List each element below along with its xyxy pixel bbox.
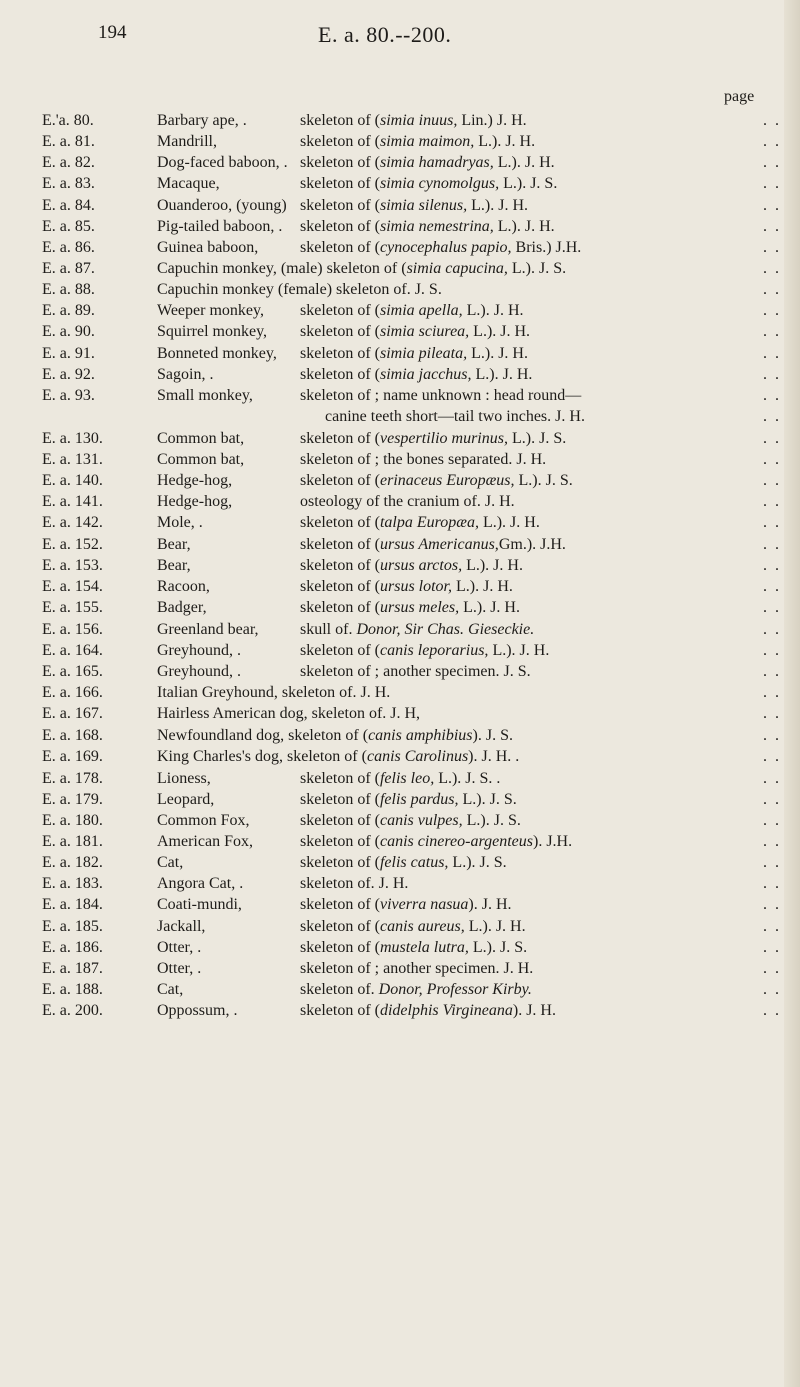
entry-line: [157, 258, 566, 280]
leader-dots: . .: [763, 239, 781, 256]
entry-desc-text: skeleton of (: [300, 1002, 380, 1019]
entry-latin-name: simia inuus,: [379, 112, 458, 129]
entry-desc-text: skeleton of (: [300, 642, 380, 659]
entry-description: [300, 491, 515, 513]
entry-latin-name: mustela lutra,: [379, 939, 469, 956]
entry-latin-name: canis leporarius,: [379, 642, 489, 659]
entry-desc-tail: L.). J. H.: [467, 345, 528, 362]
entry-name: Lioness,: [157, 770, 211, 787]
entry-reference: E. a. 152.: [42, 536, 103, 553]
entry-description: [300, 831, 572, 853]
leader-dots: . .: [763, 1002, 781, 1019]
entry-reference: E. a. 82.: [42, 154, 95, 171]
entry-line: [157, 279, 442, 301]
entry-desc-tail: L.). J. H.: [493, 154, 555, 171]
entry-reference: E. a. 185.: [42, 918, 103, 935]
entry-latin-name: canis cinereo-argenteus: [379, 833, 533, 850]
entry-reference: E. a. 200.: [42, 1002, 103, 1019]
entry-latin-name: simia silenus,: [379, 197, 468, 214]
entry-desc-text: skeleton of.: [300, 981, 379, 998]
leader-dots: . .: [763, 727, 781, 744]
entry-desc-tail: L.). J. H.: [488, 642, 550, 659]
entry-latin-name: Donor, Sir Chas. Gieseckie.: [356, 621, 535, 638]
entry-name: Common bat,: [157, 451, 245, 468]
entry-desc-tail: Gm.). J.H.: [498, 536, 566, 553]
entry-reference: E. a. 85.: [42, 218, 95, 235]
entry-description: [300, 534, 566, 556]
entry-name: Leopard,: [157, 791, 215, 808]
entry-reference: E. a. 81.: [42, 133, 95, 150]
entry-name: Otter, .: [157, 939, 202, 956]
entry-reference: E. a. 88.: [42, 281, 95, 298]
entry-text-tail: ). J. H. .: [468, 748, 520, 765]
entry-reference: E. a. 83.: [42, 175, 95, 192]
entry-name: Bear,: [157, 557, 191, 574]
entry-description: [300, 321, 530, 343]
entry-desc-text: skeleton of (: [300, 197, 380, 214]
entry-name: Bear,: [157, 536, 191, 553]
leader-dots: . .: [763, 705, 781, 722]
leader-dots: . .: [763, 663, 781, 680]
entry-latin-name: cynocephalus papio,: [379, 239, 512, 256]
entry-name: Weeper monkey,: [157, 302, 264, 319]
leader-dots: . .: [763, 684, 781, 701]
entry-reference: E. a. 87.: [42, 260, 95, 277]
entry-reference: E. a. 86.: [42, 239, 95, 256]
entry-desc-tail: L.). J. H.: [478, 514, 540, 531]
entry-desc-tail: L.). J. H.: [474, 133, 536, 150]
entry-latin-name: didelphis Virgineana: [379, 1002, 513, 1019]
entry-name: Racoon,: [157, 578, 210, 595]
leader-dots: . .: [763, 833, 781, 850]
entry-desc-tail: L.). J. S.: [514, 472, 573, 489]
entry-reference: E. a. 153.: [42, 557, 103, 574]
entry-reference: E. a. 89.: [42, 302, 95, 319]
entry-text-tail: L.). J. S.: [507, 260, 567, 277]
leader-dots: . .: [763, 960, 781, 977]
entry-description: [300, 300, 524, 322]
entry-desc-text: skeleton of (: [300, 578, 380, 595]
leader-dots: . .: [763, 472, 781, 489]
entry-reference: E. a. 141.: [42, 493, 103, 510]
entry-description: [300, 1000, 556, 1022]
entry-description: [300, 428, 566, 450]
entry-description: [300, 810, 521, 832]
entry-reference: E. a. 93.: [42, 387, 95, 404]
entry-desc-tail: L.). J. H.: [462, 302, 524, 319]
entry-description: [300, 131, 535, 153]
entry-reference: E. a. 164.: [42, 642, 103, 659]
leader-dots: . .: [763, 939, 781, 956]
entry-description: [300, 110, 527, 132]
entry-name: Hedge-hog,: [157, 472, 233, 489]
page-edge: [784, 0, 800, 1387]
entry-latin-name: ursus arctos,: [379, 557, 463, 574]
entry-line: [157, 746, 519, 768]
entry-reference: E. a. 142.: [42, 514, 103, 531]
leader-dots: . .: [763, 408, 781, 425]
entry-desc-text: skeleton of ; the bones separated. J. H.: [300, 451, 547, 468]
leader-dots: . .: [763, 896, 781, 913]
entry-name: Barbary ape, .: [157, 112, 247, 129]
entry-desc-tail: L.). J. H.: [464, 918, 526, 935]
entry-text: Capuchin monkey (female) skeleton of. J. S.: [157, 281, 442, 298]
entry-latin-name: simia hamadryas,: [379, 154, 494, 171]
entry-name: Cat,: [157, 981, 184, 998]
leader-dots: . .: [763, 578, 781, 595]
leader-dots: . .: [763, 345, 781, 362]
entry-desc-text: skeleton of (: [300, 302, 380, 319]
leader-dots: . .: [763, 323, 781, 340]
entry-name: Common bat,: [157, 430, 245, 447]
leader-dots: . .: [763, 748, 781, 765]
entry-desc-tail: ). J. H.: [468, 896, 512, 913]
entry-continuation: canine teeth short—tail two inches. J. H.: [325, 408, 585, 425]
entry-latin-name: talpa Europæa,: [379, 514, 479, 531]
entry-reference: E. a. 169.: [42, 748, 103, 765]
entry-desc-text: skeleton of. J. H.: [300, 875, 409, 892]
leader-dots: . .: [763, 854, 781, 871]
entry-description: [300, 937, 527, 959]
entry-name: American Fox,: [157, 833, 253, 850]
entry-desc-tail: L.). J. H.: [493, 218, 555, 235]
entry-description: [300, 873, 408, 895]
entry-desc-tail: ). J.H.: [532, 833, 573, 850]
leader-dots: . .: [763, 981, 781, 998]
entry-desc-text: skeleton of (: [300, 430, 380, 447]
entry-latin-name: ursus meles,: [379, 599, 460, 616]
entry-description: [300, 979, 532, 1001]
leader-dots: . .: [763, 557, 781, 574]
entry-name: Coati-mundi,: [157, 896, 242, 913]
entry-desc-tail: ). J. H.: [512, 1002, 556, 1019]
entry-desc-text: skeleton of (: [300, 770, 380, 787]
running-head: E. a. 80.--200.: [318, 22, 452, 47]
entry-desc-text: skeleton of ; another specimen. J. S.: [300, 663, 531, 680]
entry-reference: E. a. 182.: [42, 854, 103, 871]
entry-desc-tail: L.). J. H.: [452, 578, 513, 595]
entry-name: Small monkey,: [157, 387, 253, 404]
entry-latin-name: viverra nasua: [379, 896, 469, 913]
entry-reference: E. a. 92.: [42, 366, 95, 383]
entry-description: [300, 576, 513, 598]
leader-dots: . .: [763, 197, 781, 214]
entry-reference: E. a. 186.: [42, 939, 103, 956]
entry-name: Macaque,: [157, 175, 220, 192]
leader-dots: . .: [763, 791, 781, 808]
entry-reference: E. a. 140.: [42, 472, 103, 489]
entry-description: [300, 237, 581, 259]
entry-text: Italian Greyhound, skeleton of. J. H.: [157, 684, 391, 701]
entry-description: [300, 958, 533, 980]
entry-line: [157, 682, 390, 704]
entry-desc-tail: L.). J. H.: [471, 366, 533, 383]
entry-desc-text: skeleton of (: [300, 472, 380, 489]
entry-latin-name: ursus Americanus,: [379, 536, 499, 553]
entry-desc-text: skeleton of (: [300, 536, 380, 553]
entry-reference: E. a. 84.: [42, 197, 95, 214]
leader-dots: . .: [763, 493, 781, 510]
entry-desc-text: skeleton of (: [300, 112, 380, 129]
entry-name: Greyhound, .: [157, 663, 241, 680]
entry-reference: E. a. 180.: [42, 812, 103, 829]
entry-name: Sagoin, .: [157, 366, 214, 383]
entry-desc-text: skeleton of (: [300, 154, 380, 171]
entry-name: Bonneted monkey,: [157, 345, 277, 362]
entry-desc-tail: L.). J. H.: [469, 323, 531, 340]
entry-desc-tail: L.). J. H.: [462, 557, 523, 574]
entry-desc-text: skeleton of (: [300, 366, 380, 383]
leader-dots: . .: [763, 387, 781, 404]
entry-desc-text: skull of.: [300, 621, 357, 638]
entry-description: [300, 916, 526, 938]
entry-name: Jackall,: [157, 918, 206, 935]
leader-dots: . .: [763, 281, 781, 298]
leader-dots: . .: [763, 875, 781, 892]
entry-desc-text: skeleton of (: [300, 133, 380, 150]
entry-name: Ouanderoo, (young): [157, 197, 287, 214]
leader-dots: . .: [763, 918, 781, 935]
entry-desc-text: skeleton of (: [300, 239, 380, 256]
entry-text: Capuchin monkey, (male) skeleton of (: [157, 260, 407, 277]
entry-latin-name: simia jacchus,: [379, 366, 472, 383]
entry-line: [157, 703, 420, 725]
entry-name: Badger,: [157, 599, 207, 616]
leader-dots: . .: [763, 133, 781, 150]
entry-desc-tail: L.). J. S.: [458, 791, 517, 808]
entry-desc-text: skeleton of (: [300, 323, 380, 340]
entry-desc-tail: Lin.) J. H.: [457, 112, 527, 129]
entry-name: Common Fox,: [157, 812, 250, 829]
entry-desc-tail: L.). J. S.: [448, 854, 507, 871]
entry-desc-text: skeleton of (: [300, 854, 380, 871]
entry-description: [300, 364, 532, 386]
entry-desc-text: skeleton of (: [300, 833, 380, 850]
entry-description: [300, 385, 581, 407]
entry-reference: E. a. 131.: [42, 451, 103, 468]
entry-reference: E. a. 188.: [42, 981, 103, 998]
entry-desc-text: skeleton of (: [300, 896, 380, 913]
entry-name: Otter, .: [157, 960, 202, 977]
entry-desc-tail: L.). J. S.: [468, 939, 528, 956]
page-number: 194: [98, 22, 127, 43]
entry-desc-tail: L.). J. S.: [499, 175, 558, 192]
entry-latin-name: canis aureus,: [379, 918, 465, 935]
entry-reference: E. a. 167.: [42, 705, 103, 722]
entry-desc-text: skeleton of (: [300, 514, 380, 531]
entry-line: [157, 725, 513, 747]
leader-dots: . .: [763, 621, 781, 638]
entry-desc-text: skeleton of (: [300, 218, 380, 235]
entry-description: [300, 470, 573, 492]
entry-reference: E. a. 183.: [42, 875, 103, 892]
entry-reference: E.'a. 80.: [42, 112, 94, 129]
entry-description: [300, 661, 531, 683]
leader-dots: . .: [763, 366, 781, 383]
entry-description: [300, 343, 528, 365]
entry-description: [300, 894, 512, 916]
entry-description: [300, 152, 555, 174]
entry-desc-text: osteology of the cranium of. J. H.: [300, 493, 515, 510]
leader-dots: . .: [763, 536, 781, 553]
entry-desc-tail: L.). J. S.: [507, 430, 567, 447]
leader-dots: . .: [763, 260, 781, 277]
entry-latin-name: canis vulpes,: [379, 812, 463, 829]
leader-dots: . .: [763, 514, 781, 531]
entry-desc-text: skeleton of (: [300, 599, 380, 616]
entry-reference: E. a. 178.: [42, 770, 103, 787]
entry-text-tail: ). J. S.: [472, 727, 513, 744]
entry-latin-name: canis Carolinus: [366, 748, 469, 765]
entry-desc-tail: L.). J. H.: [467, 197, 528, 214]
entry-name: Dog-faced baboon, .: [157, 154, 288, 171]
entry-latin-name: erinaceus Europæus,: [379, 472, 515, 489]
leader-dots: . .: [763, 112, 781, 129]
leader-dots: . .: [763, 218, 781, 235]
entry-reference: E. a. 181.: [42, 833, 103, 850]
entry-description: [300, 173, 557, 195]
entry-description: [300, 619, 534, 641]
entry-reference: E. a. 165.: [42, 663, 103, 680]
entry-latin-name: vespertilio murinus,: [379, 430, 508, 447]
entry-desc-tail: L.). J. S.: [462, 812, 521, 829]
entry-description: [300, 789, 517, 811]
entry-name: Squirrel monkey,: [157, 323, 268, 340]
leader-dots: . .: [763, 154, 781, 171]
entry-name: Greyhound, .: [157, 642, 241, 659]
entry-desc-text: skeleton of (: [300, 812, 380, 829]
entry-reference: E. a. 91.: [42, 345, 95, 362]
entry-reference: E. a. 156.: [42, 621, 103, 638]
entry-reference: E. a. 179.: [42, 791, 103, 808]
entry-desc-tail: Bris.) J.H.: [511, 239, 582, 256]
entry-name: Cat,: [157, 854, 184, 871]
entry-reference: E. a. 155.: [42, 599, 103, 616]
entry-description: [300, 216, 555, 238]
entry-latin-name: ursus lotor,: [379, 578, 453, 595]
page-column-label: page: [724, 88, 755, 105]
entry-desc-text: skeleton of (: [300, 918, 380, 935]
leader-dots: . .: [763, 770, 781, 787]
entry-latin-name: simia capucina,: [406, 260, 508, 277]
entry-latin-name: simia sciurea,: [379, 323, 470, 340]
entry-description: [300, 512, 540, 534]
entry-name: Mole, .: [157, 514, 203, 531]
entry-latin-name: simia pileata,: [379, 345, 468, 362]
entry-description: [300, 852, 507, 874]
entry-reference: E. a. 184.: [42, 896, 103, 913]
entry-reference: E. a. 168.: [42, 727, 103, 744]
entry-name: Hedge-hog,: [157, 493, 233, 510]
entry-description: [300, 640, 549, 662]
entry-name: Angora Cat, .: [157, 875, 244, 892]
leader-dots: . .: [763, 812, 781, 829]
entry-latin-name: simia nemestrina,: [379, 218, 494, 235]
entry-name: Mandrill,: [157, 133, 217, 150]
entry-description: [300, 449, 546, 471]
entry-desc-text: skeleton of ; another specimen. J. H.: [300, 960, 534, 977]
leader-dots: . .: [763, 430, 781, 447]
entry-latin-name: felis leo,: [379, 770, 435, 787]
entry-latin-name: felis pardus,: [379, 791, 459, 808]
entry-desc-tail: L.). J. S. .: [434, 770, 501, 787]
entry-reference: E. a. 130.: [42, 430, 103, 447]
entry-description: [300, 195, 528, 217]
entry-name: Guinea baboon,: [157, 239, 259, 256]
entry-desc-text: skeleton of ; name unknown : head round—: [300, 387, 582, 404]
entry-latin-name: felis catus,: [379, 854, 449, 871]
entry-latin-name: Donor, Professor Kirby.: [378, 981, 532, 998]
entry-reference: E. a. 154.: [42, 578, 103, 595]
leader-dots: . .: [763, 451, 781, 468]
entry-reference: E. a. 187.: [42, 960, 103, 977]
entry-name: Greenland bear,: [157, 621, 259, 638]
entry-latin-name: simia maimon,: [379, 133, 475, 150]
entry-latin-name: simia cynomolgus,: [379, 175, 500, 192]
leader-dots: . .: [763, 302, 781, 319]
leader-dots: . .: [763, 642, 781, 659]
entry-reference: E. a. 90.: [42, 323, 95, 340]
entry-name: Oppossum, .: [157, 1002, 238, 1019]
entry-reference: E. a. 166.: [42, 684, 103, 701]
entry-latin-name: canis amphibius: [368, 727, 473, 744]
entry-description: [300, 597, 520, 619]
entry-description: [300, 768, 500, 790]
entry-text: Hairless American dog, skeleton of. J. H,: [157, 705, 421, 722]
leader-dots: . .: [763, 599, 781, 616]
entry-latin-name: simia apella,: [379, 302, 463, 319]
entry-desc-text: skeleton of (: [300, 557, 380, 574]
entry-desc-text: skeleton of (: [300, 175, 380, 192]
entry-desc-tail: L.). J. H.: [459, 599, 520, 616]
leader-dots: . .: [763, 175, 781, 192]
entry-name: Pig-tailed baboon, .: [157, 218, 283, 235]
entry-text: King Charles's dog, skeleton of (: [157, 748, 367, 765]
entry-text: Newfoundland dog, skeleton of (: [157, 727, 369, 744]
entry-description: [300, 555, 523, 577]
entry-desc-text: skeleton of (: [300, 791, 380, 808]
entry-desc-text: skeleton of (: [300, 345, 380, 362]
entry-desc-text: skeleton of (: [300, 939, 380, 956]
